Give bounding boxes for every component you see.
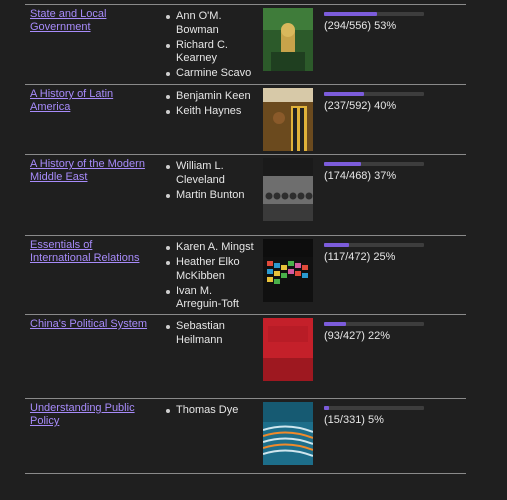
book-cover-middle-east-photo[interactable] bbox=[263, 158, 313, 221]
progress-text: (117/472) 25% bbox=[324, 251, 396, 263]
progress-bar-track bbox=[324, 162, 424, 166]
book-cover-public-policy[interactable] bbox=[263, 402, 313, 465]
author-item: Richard C. Kearney bbox=[165, 39, 255, 66]
cover-art bbox=[263, 88, 313, 151]
progress-text: (174/468) 37% bbox=[324, 170, 397, 182]
book-title-link[interactable]: Understanding Public Policy bbox=[30, 402, 135, 427]
author-list bbox=[165, 90, 255, 120]
book-cover-latin-america[interactable] bbox=[263, 88, 313, 151]
author-list bbox=[165, 320, 255, 349]
progress-text: (294/556) 53% bbox=[324, 20, 397, 32]
progress-bar-fill bbox=[324, 406, 329, 410]
book-row-6 bbox=[25, 398, 466, 474]
reading-progress bbox=[324, 12, 424, 32]
reading-progress bbox=[324, 243, 424, 263]
author-list bbox=[165, 10, 255, 82]
reading-progress bbox=[324, 162, 424, 182]
cover-art bbox=[263, 8, 313, 71]
author-item: Martin Bunton bbox=[165, 189, 255, 203]
book-title-link[interactable]: A History of Latin America bbox=[30, 88, 114, 113]
progress-bar-track bbox=[324, 406, 424, 410]
progress-bar-fill bbox=[324, 243, 349, 247]
book-cover-world-map[interactable] bbox=[263, 239, 313, 302]
book-title-link[interactable]: China's Political System bbox=[30, 318, 148, 330]
author-item: Thomas Dye bbox=[165, 404, 255, 418]
author-item: Sebastian Heilmann bbox=[165, 320, 255, 347]
book-title-link[interactable]: A History of the Modern Middle East bbox=[30, 158, 145, 183]
author-item: Carmine Scavo bbox=[165, 67, 255, 81]
reading-progress bbox=[324, 406, 424, 426]
book-row-5 bbox=[25, 314, 466, 399]
book-title-link[interactable]: Essentials of International Relations bbox=[30, 239, 140, 264]
progress-bar-fill bbox=[324, 92, 364, 96]
book-row-4 bbox=[25, 235, 466, 315]
progress-bar-track bbox=[324, 92, 424, 96]
cover-art bbox=[263, 239, 313, 302]
progress-text: (93/427) 22% bbox=[324, 330, 391, 342]
progress-bar-fill bbox=[324, 12, 377, 16]
progress-text: (15/331) 5% bbox=[324, 414, 384, 426]
cover-art bbox=[263, 158, 313, 221]
author-list bbox=[165, 241, 255, 313]
book-row-3 bbox=[25, 154, 466, 236]
progress-bar-track bbox=[324, 322, 424, 326]
author-item: Karen A. Mingst bbox=[165, 241, 255, 255]
book-row-2 bbox=[25, 84, 466, 155]
author-item: Ivan M. Arreguin-Toft bbox=[165, 285, 255, 312]
reading-progress bbox=[324, 92, 424, 112]
progress-bar-track bbox=[324, 12, 424, 16]
book-row-1 bbox=[25, 4, 466, 85]
author-item: Heather Elko McKibben bbox=[165, 256, 255, 283]
author-item: Keith Haynes bbox=[165, 105, 255, 119]
book-title-link[interactable]: State and Local Government bbox=[30, 8, 107, 33]
book-cover-red[interactable] bbox=[263, 318, 313, 381]
author-item: Ann O'M. Bowman bbox=[165, 10, 255, 37]
author-list bbox=[165, 404, 255, 419]
cover-art bbox=[263, 402, 313, 465]
author-item: William L. Cleveland bbox=[165, 160, 255, 187]
progress-bar-fill bbox=[324, 322, 346, 326]
book-cover-capitol-dome[interactable] bbox=[263, 8, 313, 71]
author-list bbox=[165, 160, 255, 204]
progress-text: (237/592) 40% bbox=[324, 100, 397, 112]
progress-bar-fill bbox=[324, 162, 361, 166]
progress-bar-track bbox=[324, 243, 424, 247]
cover-art bbox=[263, 318, 313, 381]
reading-progress bbox=[324, 322, 424, 342]
author-item: Benjamin Keen bbox=[165, 90, 255, 104]
